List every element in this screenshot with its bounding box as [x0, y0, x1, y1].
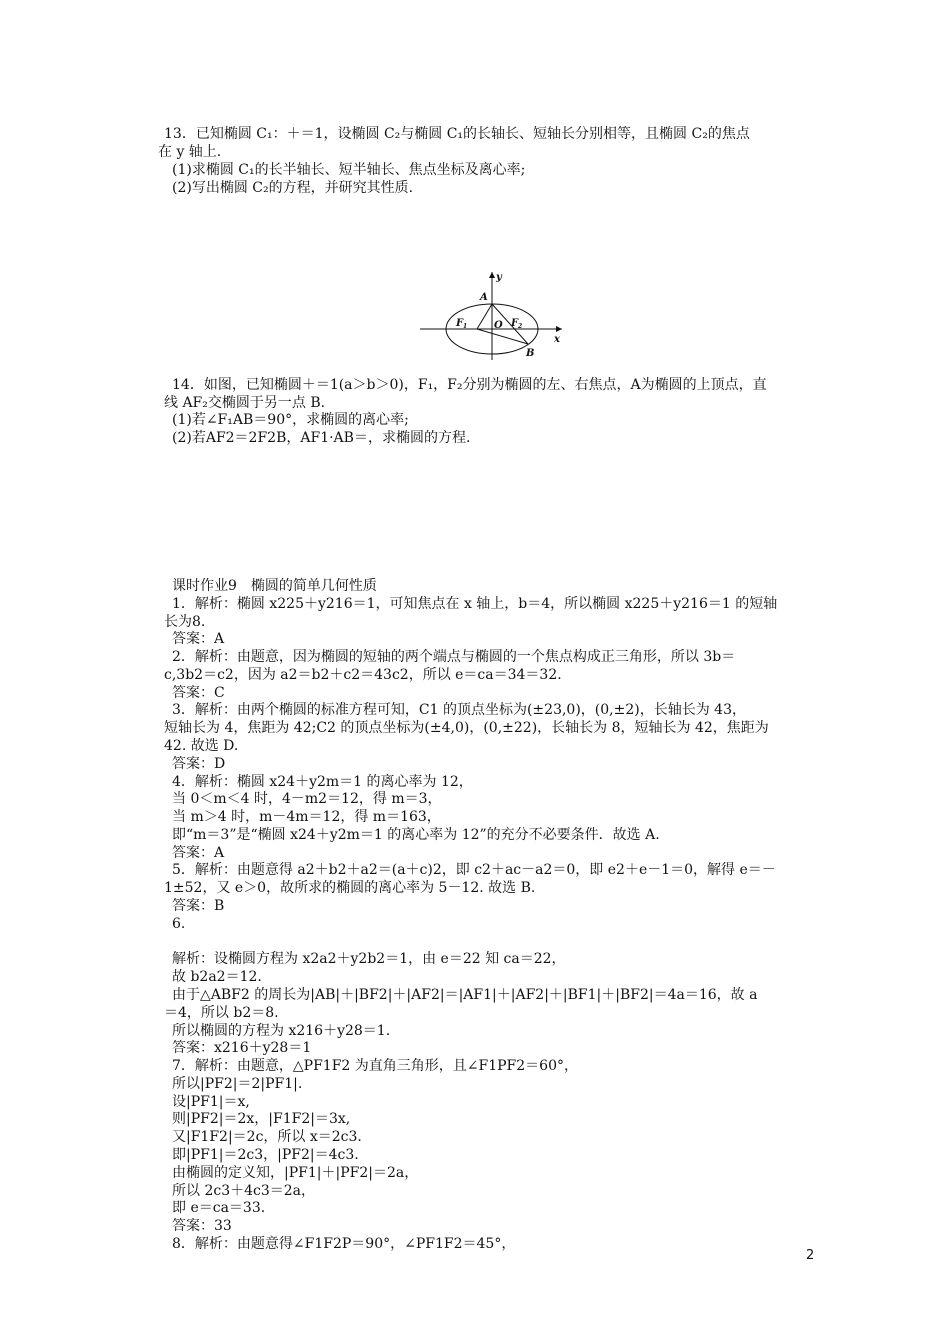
answer-line: 3．解析：由两个椭圆的标准方程可知，C1 的顶点坐标为(±23,0)，(0,±2)，长轴长为 43， [172, 702, 746, 718]
answer-line: 由椭圆的定义知，|PF1|＋|PF2|＝2a， [172, 1165, 419, 1181]
answer-line: 42. 故选 D. [164, 738, 239, 754]
q13-part-2: (2)写出椭圆 C₂的方程，并研究其性质. [172, 180, 414, 196]
x-axis-arrow [556, 326, 562, 332]
label-x: x [554, 334, 560, 345]
segment-AF1 [477, 304, 492, 329]
answer-line: 答案：x216＋y28＝1 [172, 1040, 312, 1056]
answer-line: 短轴长为 4，焦距为 42;C2 的顶点坐标为(±4,0)，(0,±22)，长轴长为 8，短轴长为 42，焦距为 [164, 720, 769, 736]
answer-line: c,3b2＝c2，因为 a2＝b2＋c2＝43c2，所以 e＝ca＝34＝32. [164, 667, 562, 683]
label-F1: F [456, 318, 464, 329]
answer-line: 答案：B [172, 898, 225, 914]
answer-line: 1．解析：椭圆 x225＋y216＝1，可知焦点在 x 轴上，b＝4，所以椭圆 x225＋y216＝1 的短轴 [172, 596, 778, 612]
answer-line: 长为8. [164, 614, 206, 630]
label-y: y [496, 272, 502, 283]
label-A: A [480, 292, 488, 303]
answer-line: 6. [172, 916, 186, 932]
answer-line: 7．解析：由题意，△PF1F2 为直角三角形，且∠F1PF2＝60°， [172, 1058, 578, 1074]
answer-line: ＝4，所以 b2＝8. [164, 1005, 279, 1021]
answer-line: 则|PF2|＝2x，|F1F2|＝3x, [172, 1111, 351, 1127]
answer-line: 当 0＜m＜4 时，4－m2＝12，得 m＝3， [172, 791, 442, 807]
page-number: 2 [806, 1248, 815, 1263]
q14-part-2: (2)若AF2＝2F2B，AF1·AB＝，求椭圆的方程. [172, 430, 471, 446]
label-O: O [494, 320, 503, 331]
answer-line: 所以|PF2|＝2|PF1|. [172, 1076, 303, 1092]
answer-line: 即 e＝ca＝33. [172, 1200, 266, 1216]
q14-line-1: 14．如图，已知椭圆＋＝1(a＞b＞0)，F₁，F₂分别为椭圆的左、右焦点，A为椭圆的上顶点，直 [172, 377, 767, 393]
label-F2-subscript: 2 [518, 323, 523, 330]
answer-line: 所以 2c3＋4c3＝2a， [172, 1183, 316, 1199]
label-F1-subscript: 1 [463, 323, 468, 330]
answer-line: 答案：C [172, 685, 225, 701]
segment-F1B [477, 329, 528, 344]
answer-line: 所以椭圆的方程为 x216＋y28＝1. [172, 1023, 391, 1039]
answer-line: 即|PF1|＝2c3，|PF2|＝4c3. [172, 1147, 359, 1163]
answer-line: 4．解析：椭圆 x24＋y2m＝1 的离心率为 12， [172, 774, 473, 790]
label-B: B [526, 348, 535, 359]
q14-line-2: 线 AF₂交椭圆于另一点 B. [164, 395, 326, 411]
q13-part-1: (1)求椭圆 C₁的长半轴长、短半轴长、焦点坐标及离心率; [172, 162, 526, 178]
answer-line: 即“m＝3”是“椭圆 x24＋y2m＝1 的离心率为 12”的充分不必要条件．故选 A. [172, 827, 660, 843]
answer-line: 5．解析：由题意得 a2＋b2＋a2＝(a＋c)2，即 c2＋ac－a2＝0，即 e2＋e－1＝0，解得 e＝－ [172, 862, 776, 878]
y-axis-arrow [489, 272, 495, 278]
answer-line: 答案：A [172, 631, 225, 647]
answer-line: 答案：D [172, 756, 226, 772]
answer-line: 又|F1F2|＝2c，所以 x＝2c3. [172, 1129, 362, 1145]
answer-line: 故 b2a2＝12. [172, 969, 262, 985]
answer-line: 由于△ABF2 的周长为|AB|＋|BF2|＋|AF2|＝|AF1|＋|AF2|＋|BF1|＋|BF2|＝4a＝16，故 a [172, 987, 758, 1003]
q14-part-1: (1)若∠F₁AB＝90°，求椭圆的离心率; [172, 412, 409, 428]
answer-line: 答案：A [172, 845, 225, 861]
answer-line: 2．解析：由题意，因为椭圆的短轴的两个端点与椭圆的一个焦点构成正三角形，所以 3b＝ [172, 649, 736, 665]
answer-line: 答案：33 [172, 1218, 232, 1234]
answers-section-title: 课时作业9 椭圆的简单几何性质 [172, 578, 377, 594]
answer-line: 解析：设椭圆方程为 x2a2＋y2b2＝1，由 e＝22 知 ca＝22， [172, 951, 566, 967]
label-F2: F [511, 318, 519, 329]
q13-line-2: 在 y 轴上. [158, 144, 222, 160]
answer-line: 8．解析：由题意得∠F1F2P＝90°，∠PF1F2＝45°， [172, 1236, 516, 1252]
answer-line: 1±52，又 e＞0，故所求的椭圆的离心率为 5－12. 故选 B. [164, 880, 536, 896]
ellipse-figure [416, 268, 568, 362]
answer-line: 设|PF1|＝x, [172, 1094, 250, 1110]
q13-line-1: 13．已知椭圆 C₁：＋＝1，设椭圆 C₂与椭圆 C₁的长轴长、短轴长分别相等，且椭圆 C₂的焦点 [164, 126, 750, 142]
answer-line: 当 m＞4 时，m－4m＝12，得 m＝163， [172, 809, 441, 825]
